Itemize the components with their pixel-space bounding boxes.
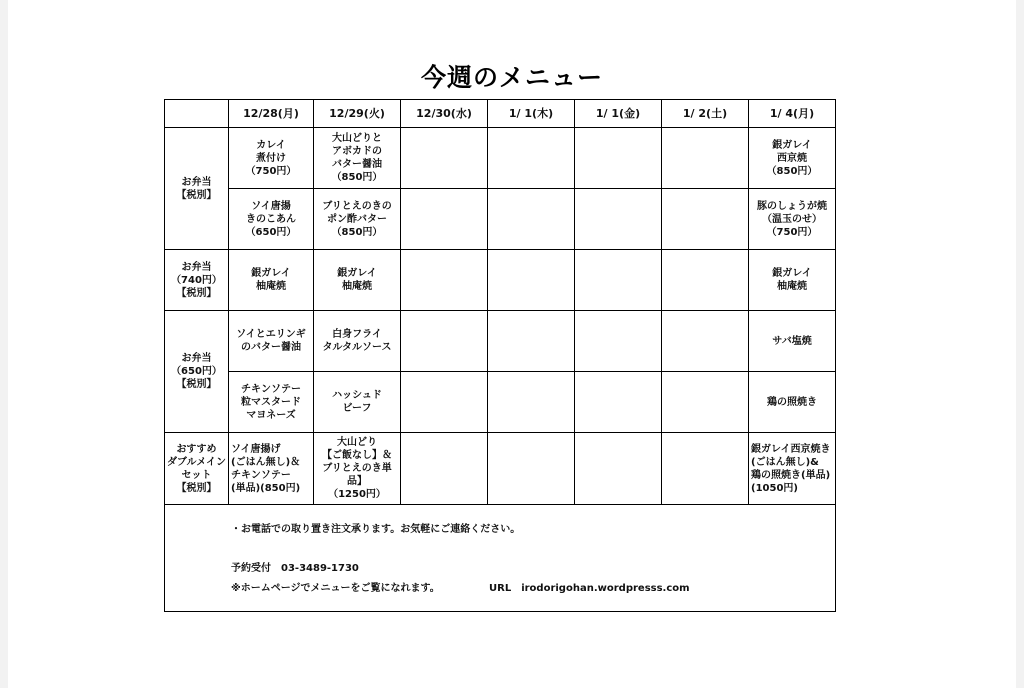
menu-cell: 白身フライ タルタルソース: [314, 311, 401, 372]
table-row: [165, 250, 836, 311]
row-group-label: お弁当 【税別】: [165, 128, 229, 250]
page-title: 今週のメニュー: [420, 63, 603, 92]
menu-cell: [575, 311, 662, 372]
menu-cell: ソイ唐揚げ (ごはん無し)＆ チキンソテー (単品)(850円): [229, 433, 314, 505]
footer-cell: [165, 505, 836, 612]
weekly-menu-table: [164, 99, 836, 612]
menu-cell: 銀ガレイ西京焼き (ごはん無し)& 鶏の照焼き(単品) (1050円): [749, 433, 836, 505]
menu-cell: 銀ガレイ 柚庵焼: [749, 250, 836, 311]
row-group-label: お弁当 （740円） 【税別】: [165, 250, 229, 311]
menu-cell: [401, 128, 488, 189]
menu-cell: [662, 189, 749, 250]
header-date: 1/ 1(金): [575, 100, 662, 128]
row-group-label: お弁当 （650円） 【税別】: [165, 311, 229, 433]
header-date: 1/ 4(月): [749, 100, 836, 128]
menu-cell: [575, 250, 662, 311]
header-date: 12/30(水): [401, 100, 488, 128]
menu-cell: [575, 189, 662, 250]
menu-cell: [401, 433, 488, 505]
menu-cell: 大山どり 【ご飯なし】＆ ブリとえのき単 品】 （1250円）: [314, 433, 401, 505]
header-date: 1/ 1(木): [488, 100, 575, 128]
menu-cell: [575, 372, 662, 433]
menu-cell: ハッシュド ビーフ: [314, 372, 401, 433]
menu-cell: 銀ガレイ 西京焼 （850円）: [749, 128, 836, 189]
menu-cell: [662, 250, 749, 311]
menu-cell: 銀ガレイ 柚庵焼: [314, 250, 401, 311]
menu-cell: [662, 433, 749, 505]
menu-sheet: [8, 0, 1016, 688]
row-group-label: おすすめ ダブルメイン セット 【税別】: [165, 433, 229, 505]
header-date: 12/29(火): [314, 100, 401, 128]
menu-cell: [401, 189, 488, 250]
table-row: [165, 433, 836, 505]
footer-content: [165, 518, 835, 598]
menu-cell: [488, 433, 575, 505]
menu-cell: [488, 250, 575, 311]
homepage-note: ※ホームページでメニューをご覧になれます。: [231, 583, 440, 594]
menu-cell: [488, 189, 575, 250]
menu-cell: 豚のしょうが焼 （温玉のせ） （750円）: [749, 189, 836, 250]
table-row: [165, 128, 836, 189]
menu-cell: [575, 128, 662, 189]
menu-cell: [488, 372, 575, 433]
reservation-phone: 予約受付 03-3489-1730: [231, 563, 359, 574]
menu-cell: [488, 311, 575, 372]
menu-cell: [662, 372, 749, 433]
header-corner: [165, 100, 229, 128]
menu-cell: 鶏の照焼き: [749, 372, 836, 433]
menu-cell: カレイ 煮付け （750円）: [229, 128, 314, 189]
menu-cell: ブリとえのきの ポン酢バター （850円）: [314, 189, 401, 250]
menu-cell: サバ塩焼: [749, 311, 836, 372]
menu-cell: 大山どりと アボカドの バター醤油 （850円）: [314, 128, 401, 189]
menu-cell: ソイ唐揚 きのこあん （650円）: [229, 189, 314, 250]
order-note: ・お電話での取り置き注文承ります。お気軽にご連絡ください。: [231, 524, 521, 535]
menu-cell: [488, 128, 575, 189]
footer-row: [165, 505, 836, 612]
menu-cell: [662, 311, 749, 372]
menu-cell: 銀ガレイ 柚庵焼: [229, 250, 314, 311]
header-date: 12/28(月): [229, 100, 314, 128]
table-row: [165, 189, 836, 250]
header-row: [165, 100, 836, 128]
header-date: 1/ 2(土): [662, 100, 749, 128]
table-row: [165, 372, 836, 433]
menu-cell: [401, 250, 488, 311]
homepage-url: URL irodorigohan.wordpresss.com: [489, 583, 690, 594]
menu-cell: チキンソテー 粒マスタード マヨネーズ: [229, 372, 314, 433]
menu-cell: ソイとエリンギ のバター醤油: [229, 311, 314, 372]
menu-cell: [575, 433, 662, 505]
menu-cell: [662, 128, 749, 189]
table-row: [165, 311, 836, 372]
menu-cell: [401, 372, 488, 433]
menu-cell: [401, 311, 488, 372]
